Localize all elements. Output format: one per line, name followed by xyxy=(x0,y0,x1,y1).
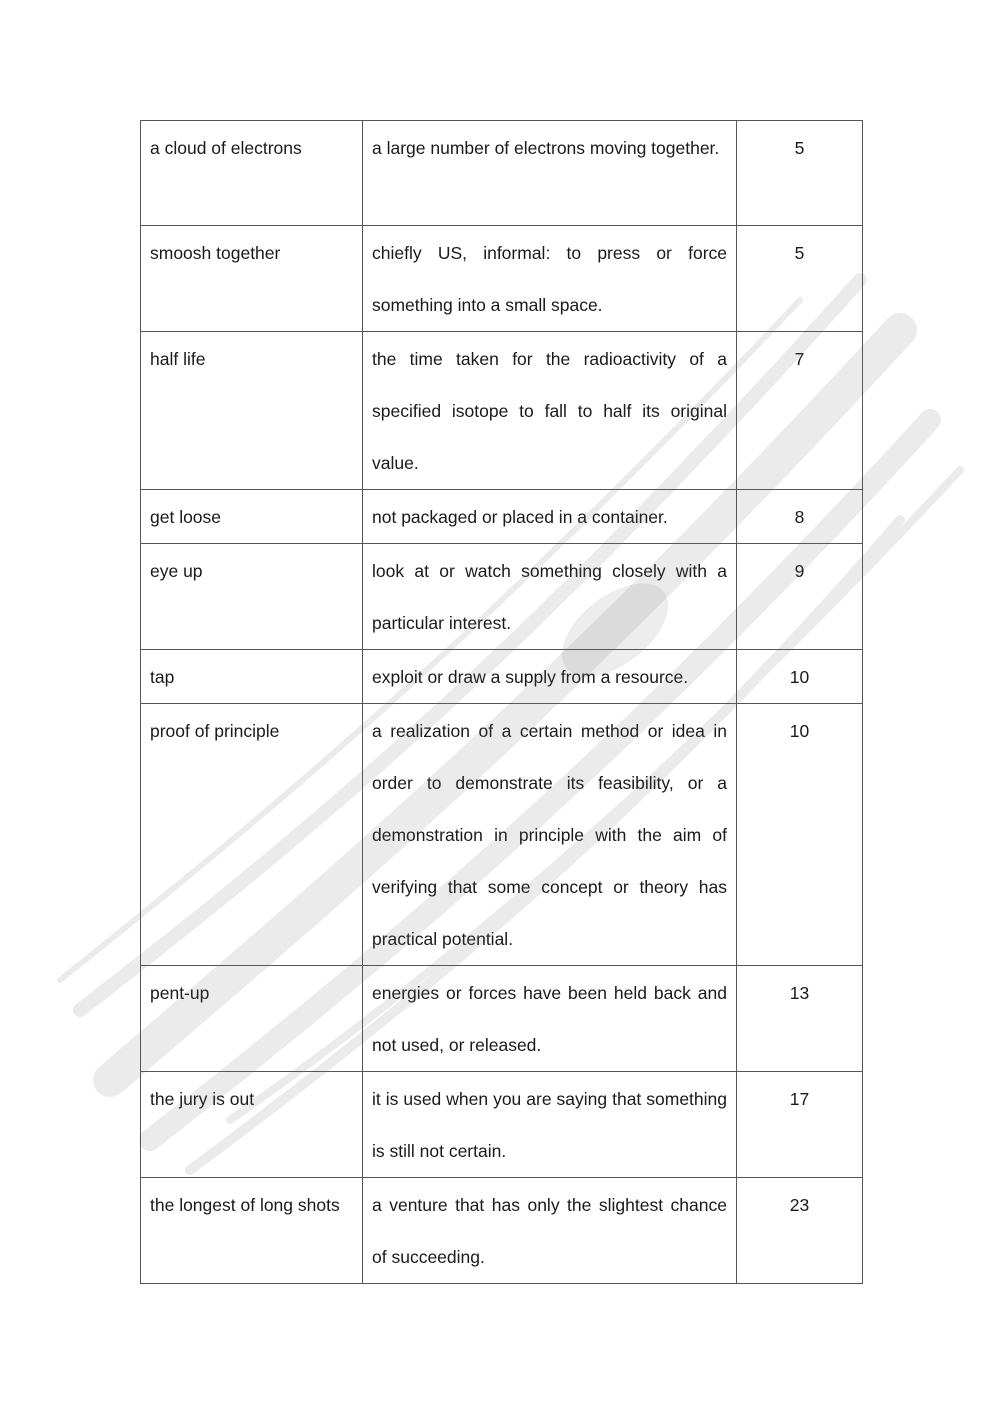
page-number-cell: 23 xyxy=(737,1178,863,1284)
page-number-cell: 7 xyxy=(737,332,863,490)
term-cell: half life xyxy=(141,332,363,490)
term-cell: get loose xyxy=(141,490,363,544)
term-cell: proof of principle xyxy=(141,704,363,966)
term-cell: pent-up xyxy=(141,966,363,1072)
glossary-table-body xyxy=(141,121,863,1284)
table-row xyxy=(141,121,863,226)
term-cell: the jury is out xyxy=(141,1072,363,1178)
definition-cell: not packaged or placed in a container. xyxy=(363,490,737,544)
table-row xyxy=(141,966,863,1072)
page-number-cell: 17 xyxy=(737,1072,863,1178)
table-row xyxy=(141,544,863,650)
table-row xyxy=(141,490,863,544)
definition-cell: a venture that has only the slightest chance of succeeding. xyxy=(363,1178,737,1284)
page-number-cell: 5 xyxy=(737,121,863,226)
definition-cell: look at or watch something closely with a particular interest. xyxy=(363,544,737,650)
page-number-cell: 5 xyxy=(737,226,863,332)
table-row xyxy=(141,1072,863,1178)
definition-cell: a realization of a certain method or idea in order to demonstrate its feasibility, or a demonstration in principle with the aim of verifying that some concept or theory has practical potential. xyxy=(363,704,737,966)
page-number-cell: 8 xyxy=(737,490,863,544)
page-number-cell: 13 xyxy=(737,966,863,1072)
term-cell: smoosh together xyxy=(141,226,363,332)
glossary-table xyxy=(140,120,863,1284)
page-number-cell: 10 xyxy=(737,704,863,966)
table-row xyxy=(141,704,863,966)
term-cell: a cloud of electrons xyxy=(141,121,363,226)
table-row xyxy=(141,650,863,704)
page-number-cell: 10 xyxy=(737,650,863,704)
table-row xyxy=(141,1178,863,1284)
term-cell: tap xyxy=(141,650,363,704)
term-cell: eye up xyxy=(141,544,363,650)
definition-cell: a large number of electrons moving together. xyxy=(363,121,737,226)
term-cell: the longest of long shots xyxy=(141,1178,363,1284)
definition-cell: it is used when you are saying that something is still not certain. xyxy=(363,1072,737,1178)
page-number-cell: 9 xyxy=(737,544,863,650)
definition-cell: chiefly US, informal: to press or force something into a small space. xyxy=(363,226,737,332)
definition-cell: energies or forces have been held back and not used, or released. xyxy=(363,966,737,1072)
table-row xyxy=(141,226,863,332)
table-row xyxy=(141,332,863,490)
definition-cell: exploit or draw a supply from a resource. xyxy=(363,650,737,704)
definition-cell: the time taken for the radioactivity of a specified isotope to fall to half its original value. xyxy=(363,332,737,490)
